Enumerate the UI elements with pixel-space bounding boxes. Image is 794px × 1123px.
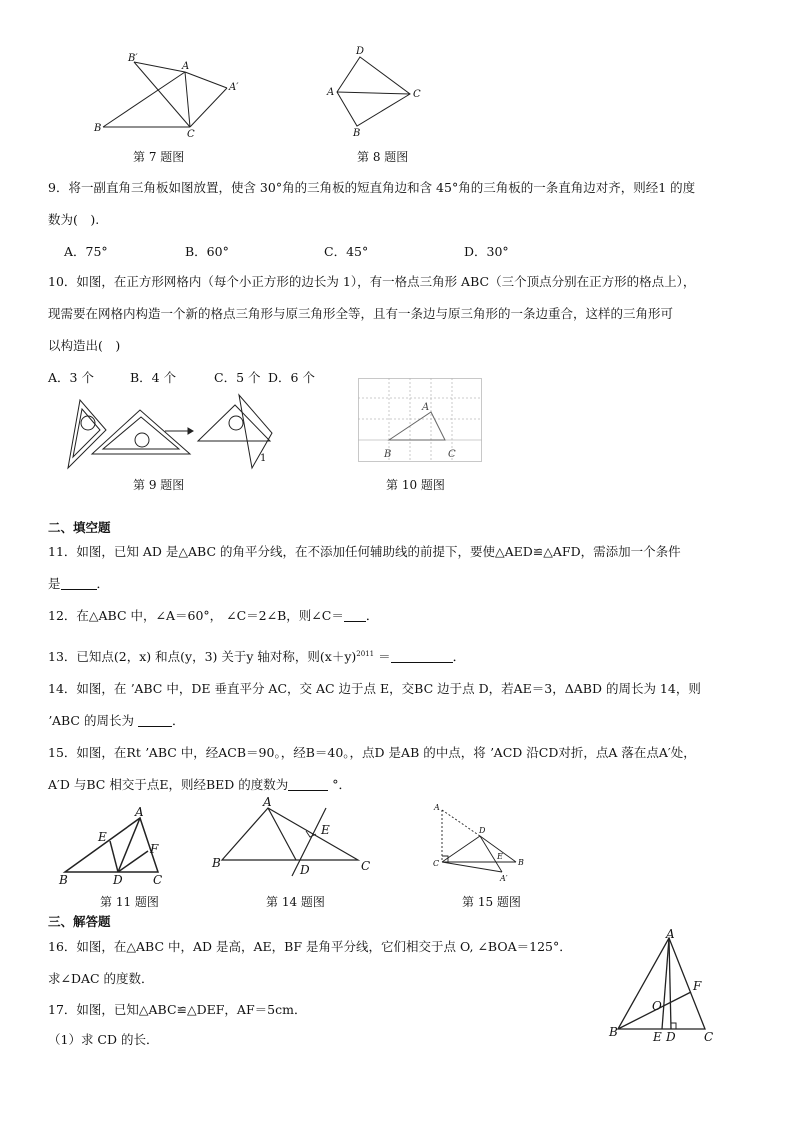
question-13-text: 13．已知点(2，x) 和点(y，3) 关于y 轴对称，则(x＋y) — [48, 649, 357, 665]
question-10-option-c: C．5 个 — [214, 370, 261, 385]
fig9-triangle-30-left — [68, 400, 106, 468]
figure-11 — [55, 805, 175, 888]
figure-10-caption: 第 10 题图 — [386, 478, 445, 492]
fig7-label-bp: B′ — [128, 53, 138, 64]
figure-14 — [210, 796, 375, 886]
question-9-option-c: C．45° — [324, 244, 369, 259]
question-12-text: 12．在△ABC 中，∠A＝60°， ∠C＝2∠B，则∠C＝ — [48, 608, 344, 623]
fig15-label-c: C — [433, 859, 440, 868]
question-9-option-d: D．30° — [464, 244, 509, 259]
question-15-answer-blank[interactable] — [288, 778, 328, 791]
fig9-combined-circle — [229, 416, 243, 430]
figure-14-caption: 第 14 题图 — [266, 895, 325, 909]
fig16-label-c: C — [704, 1030, 714, 1044]
question-16-line-2: 求∠DAC 的度数． — [48, 971, 154, 986]
question-14-line-2 — [48, 713, 184, 729]
fig8-label-a: A — [327, 87, 335, 98]
fig9-circle-45 — [135, 433, 149, 447]
question-10-line-3: 以构造出( ) — [48, 338, 121, 353]
figure-15-caption: 第 15 题图 — [462, 895, 521, 909]
fig16-label-e: E — [653, 1030, 662, 1044]
question-13-equals: ＝ — [378, 649, 391, 665]
question-13-suffix: ． — [452, 649, 466, 665]
fig8-quadrilateral — [337, 57, 410, 126]
figure-16 — [608, 928, 718, 1046]
question-9-option-a: A．75° — [64, 244, 108, 259]
fig9-circle-left — [81, 416, 95, 430]
fig7-line-ap-c — [190, 88, 227, 127]
question-10-line-2: 现需要在网格内构造一个新的格点三角形与原三角形全等，且有一条边与原三角形的一条边重合，这样的三角形可 — [48, 306, 674, 321]
figure-8 — [325, 45, 425, 140]
figure-8-caption: 第 8 题图 — [357, 150, 409, 164]
fig16-label-a: A — [666, 927, 675, 941]
fig7-label-c: C — [187, 129, 195, 140]
fig11-label-f: F — [150, 842, 159, 856]
fig14-label-c: C — [361, 859, 371, 873]
figure-10 — [358, 378, 483, 463]
question-17-line-1: 17．如图，已知△ABC≌△DEF，AF＝5cm． — [48, 1002, 307, 1017]
fig7-label-ap: A′ — [229, 82, 239, 93]
question-17-line-2: （1）求 CD 的长． — [48, 1032, 159, 1047]
fig11-label-d: D — [113, 873, 123, 887]
figure-7 — [90, 55, 250, 140]
fig15-label-b: B — [518, 858, 524, 867]
figure-7-caption: 第 7 题图 — [133, 150, 185, 164]
fig16-label-o: O — [652, 999, 662, 1013]
fig11-label-b: B — [59, 873, 68, 887]
question-12-suffix: ． — [365, 608, 379, 623]
fig9-angle-label: 1 — [260, 453, 267, 464]
fig16-label-f: F — [693, 979, 702, 993]
fig11-line-ed — [110, 841, 118, 872]
figure-15 — [430, 800, 535, 885]
question-9-option-b: B．60° — [185, 244, 229, 259]
fig15-label-e: E — [497, 852, 503, 861]
question-9-line-1: 9．将一副直角三角板如图放置，使含 30°角的三角板的短直角边和含 45°角的三角板的一条直角边对齐，则经1 的度 — [48, 180, 696, 195]
question-13 — [48, 646, 465, 665]
fig15-label-ap: A′ — [500, 874, 508, 883]
fig11-label-e: E — [98, 830, 107, 844]
fig7-line-b-a — [103, 72, 185, 127]
question-10-option-d: D．6 个 — [268, 370, 315, 385]
fig11-label-c: C — [153, 873, 163, 887]
question-15-line-1: 15．如图，在Rt ʼABC 中，经ACB＝90。，经B＝40。，点D 是AB 的中点，将 ʼACD 沿CD对折，点A 落在点A′处， — [48, 745, 696, 760]
fig7-label-b: B — [94, 123, 102, 134]
fig10-label-b: B — [384, 449, 392, 460]
fig14-triangle-abc — [222, 808, 358, 860]
fig7-label-a: A — [182, 61, 190, 72]
question-15-prefix: A′D 与BC 相交于点E，则经BED 的度数为 — [48, 777, 289, 792]
fig16-line-ae — [662, 938, 669, 1029]
fig10-grid-frame — [359, 379, 482, 462]
figure-11-caption: 第 11 题图 — [100, 895, 159, 909]
fig8-diagonal-a-c — [337, 92, 410, 94]
question-10-option-a: A．3 个 — [48, 370, 94, 385]
fig10-triangle-abc — [389, 412, 445, 440]
fig9-arrow-head — [188, 428, 193, 434]
question-10-line-1: 10．如图，在正方形网格内（每个小正方形的边长为 1），有一格点三角形 ABC（三个顶点分别在正方形的格点上）， — [48, 274, 696, 289]
question-10-option-b: B．4 个 — [130, 370, 177, 385]
fig11-label-a: A — [135, 805, 144, 819]
fig7-line-a-ap — [185, 72, 227, 88]
question-11-line-1: 11．如图，已知 AD 是△ABC 的角平分线，在不添加任何辅助线的前提下，要使△AED≌△AFD，需添加一个条件 — [48, 544, 681, 559]
fig8-label-b: B — [353, 128, 361, 139]
fig9-combined-triangle-45 — [198, 405, 270, 441]
question-15-line-2 — [48, 777, 351, 793]
question-11-line-2 — [48, 576, 109, 592]
fig15-line-c-ap — [442, 862, 502, 872]
fig8-label-d: D — [356, 46, 365, 57]
fig14-label-e: E — [321, 823, 330, 837]
section-2-heading: 二、填空题 — [48, 520, 111, 535]
question-11-answer-blank[interactable] — [61, 577, 97, 590]
question-15-suffix: °． — [332, 777, 351, 792]
figure-9 — [55, 395, 285, 475]
section-3-heading: 三、解答题 — [48, 914, 111, 929]
fig16-altitude-ad — [669, 938, 671, 1029]
question-12-answer-blank[interactable] — [344, 609, 366, 622]
fig9-combined-triangle-30 — [239, 395, 272, 468]
question-9-line-2: 数为( ). — [48, 212, 100, 227]
fig14-label-b: B — [212, 856, 221, 870]
fig14-label-a: A — [263, 795, 272, 809]
fig15-label-d: D — [479, 826, 486, 835]
figure-9-caption: 第 9 题图 — [133, 478, 185, 492]
fig16-right-angle-mark — [671, 1023, 676, 1029]
question-14-answer-blank[interactable] — [138, 714, 172, 727]
question-12 — [48, 608, 378, 624]
fig16-label-d: D — [666, 1030, 676, 1044]
fig14-label-d: D — [300, 863, 310, 877]
question-11-prefix: 是 — [48, 576, 61, 591]
question-13-exponent: 2011 — [356, 650, 375, 658]
fig10-label-c: C — [448, 449, 456, 460]
question-14-line-1: 14．如图，在 ʼABC 中，DE 垂直平分 AC，交 AC 边于点 E，交BC 边于点 D，若AE＝3，ΔABD 的周长为 14，则 — [48, 681, 701, 696]
question-16-line-1: 16．如图，在△ABC 中，AD 是高，AE，BF 是角平分线，它们相交于点 O, ∠BOA＝125°． — [48, 939, 572, 954]
fig10-label-a: A — [422, 402, 430, 413]
question-13-answer-blank[interactable] — [391, 650, 453, 663]
fig7-line-a-c — [185, 72, 190, 127]
fig16-triangle-abc — [618, 938, 705, 1029]
fig15-label-a-top: A — [434, 803, 440, 812]
question-11-suffix: ． — [96, 576, 110, 591]
question-14-prefix: ʼABC 的周长为 — [48, 713, 134, 728]
fig15-line-a-d — [442, 810, 480, 836]
fig8-label-c: C — [413, 89, 421, 100]
fig16-label-b: B — [609, 1025, 618, 1039]
question-14-suffix: ． — [171, 713, 185, 728]
